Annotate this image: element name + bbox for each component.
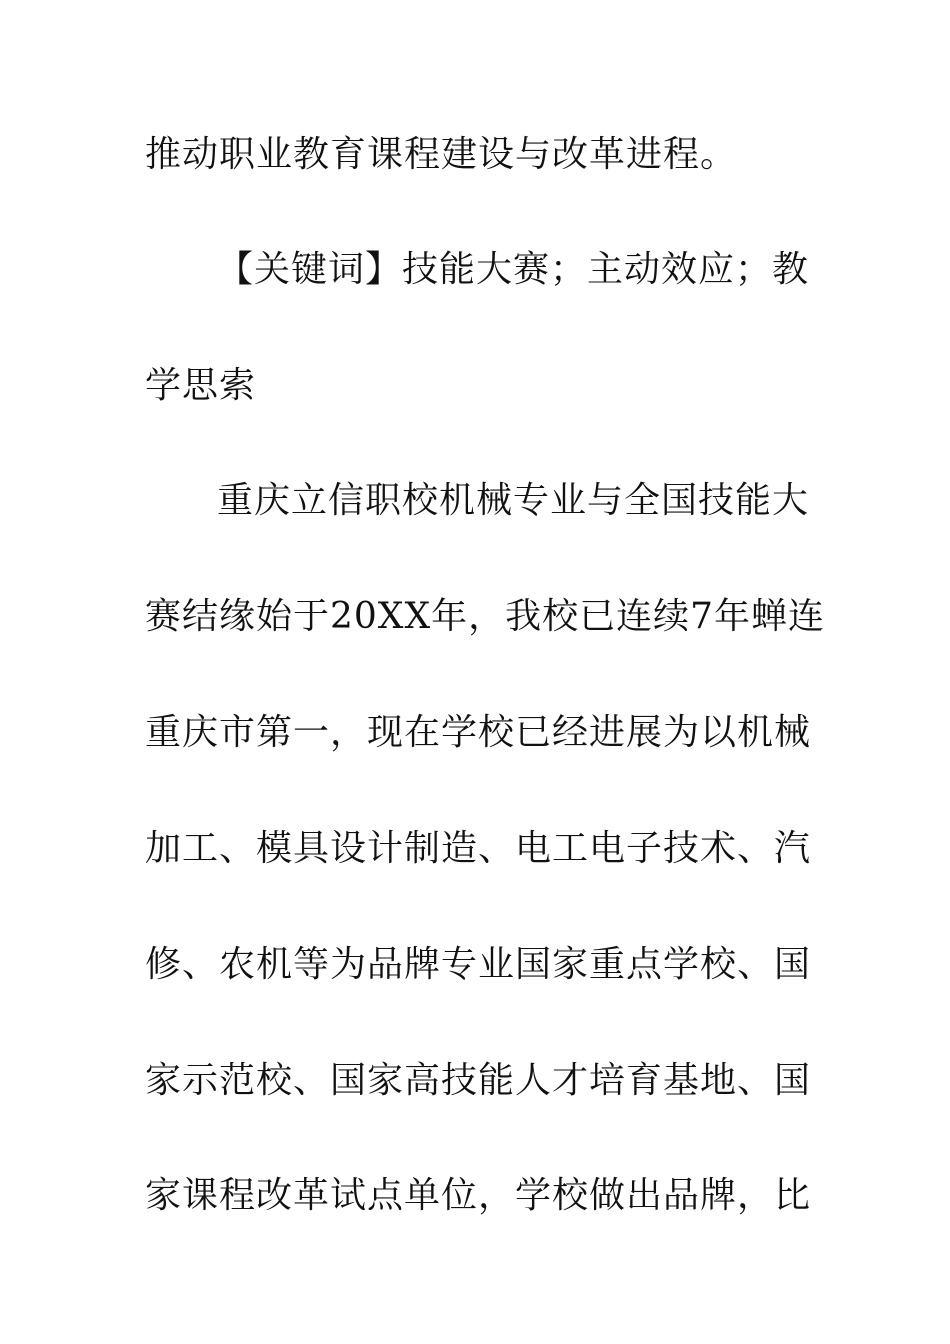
- paragraph-line-7: 家课程改革试点单位，学校做出品牌，比: [145, 1175, 812, 1216]
- paragraph-line-1: 重庆立信职校机械专业与全国技能大: [217, 480, 810, 521]
- keywords-line-continued: 学思索: [145, 365, 257, 406]
- paragraph-line-5: 修、农机等为品牌专业国家重点学校、国: [145, 944, 812, 985]
- text-line-1: 推动职业教育课程建设与改革进程。: [145, 134, 738, 175]
- paragraph-line-3: 重庆市第一，现在学校已经进展为以机械: [145, 712, 812, 753]
- paragraph-line-6: 家示范校、国家高技能人才培育基地、国: [145, 1060, 812, 1101]
- keywords-line: 【关键词】技能大赛；主动效应；教: [217, 249, 810, 290]
- paragraph-line-2: 赛结缘始于20XX年，我校已连续7年蝉连: [145, 596, 825, 637]
- paragraph-line-4: 加工、模具设计制造、电工电子技术、汽: [145, 828, 812, 869]
